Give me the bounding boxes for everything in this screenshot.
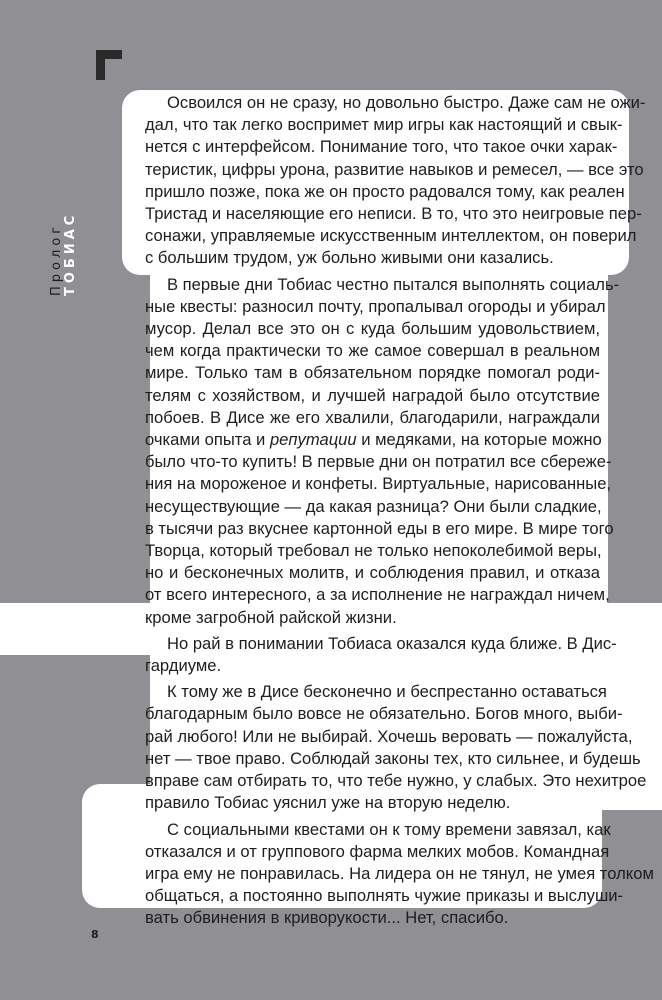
paragraph	[145, 633, 617, 677]
text-line: сонажи, управляемые искусственным интеллектом, он поверил	[145, 226, 637, 246]
page-number: 8	[91, 928, 99, 941]
text-line: Тристад и населяющие его неписи. В то, что это неигровые пер-	[145, 204, 642, 224]
chapter-label-name: ТОБИАС	[63, 211, 78, 296]
text-line: было что-то купить! В первые дни он потратил все сбереже-	[145, 452, 612, 472]
text-line: отказался и от группового фарма мелких мобов. Командная	[145, 841, 610, 861]
chapter-label-prologue: Пролог	[49, 222, 64, 296]
text-line: с большим трудом, уж больно живыми они казались.	[145, 248, 554, 268]
text-line: мире. Только там в обязательном порядке помогал роди-	[145, 363, 600, 383]
text-line: пришло позже, пока же он просто радовался тому, как реален	[145, 181, 625, 201]
paragraph	[145, 274, 620, 629]
text-line: правило Тобиас уяснил уже на вторую неделю.	[145, 793, 511, 813]
paragraph	[145, 92, 646, 270]
paragraph	[145, 681, 647, 814]
body-text	[145, 92, 654, 930]
text-line: Но рай в понимании Тобиаса оказался куда ближе. В Дис-	[167, 633, 617, 653]
text-line: дал, что так легко воспримет мир игры как настоящий и свык-	[145, 115, 623, 135]
text-line: нет — твое право. Соблюдай законы тех, кто сильнее, и будешь	[145, 748, 641, 768]
text-line: Освоился он не сразу, но довольно быстро. Даже сам не ожи-	[167, 93, 646, 112]
text-line: Творца, который требовал не только непоколебимой веры,	[145, 541, 602, 561]
text-line: побоев. В Дисе же его хвалили, благодарили, награждали	[145, 407, 600, 427]
text-line: вать обвинения в криворукости... Нет, спасибо.	[145, 908, 509, 928]
text-line: вправе сам отбирать то, что тебе нужно, у слабых. Это нехитрое	[145, 771, 647, 791]
text-line: В первые дни Тобиас честно пытался выполнять социаль-	[167, 274, 620, 294]
paragraph	[145, 819, 654, 930]
text-line: несуществующие — да какая разница? Они были сладкие,	[145, 496, 602, 516]
text-line: теристик, цифры урона, развитие навыков и ремесел, — все это	[145, 159, 644, 179]
text-line: мусор. Делал все это он с куда большим удовольствием,	[145, 319, 600, 339]
text-line: рай любого! Или не выбирай. Хочешь веровать — пожалуйста,	[145, 726, 633, 746]
text-line: но и бесконечных молитв, и соблюдения правил, и отказа	[145, 563, 600, 583]
text-line: общаться, а постоянно выполнять чужие приказы и выслуши-	[145, 886, 624, 906]
corner-mark-icon	[96, 50, 122, 80]
text-line: кроме загробной райской жизни.	[145, 607, 397, 627]
text-line: чем когда практически то же самое совершал в реальном	[145, 341, 600, 361]
italic-word: репутации	[269, 430, 357, 450]
text-line: С социальными квестами он к тому времени завязал, как	[167, 819, 611, 839]
text-line: гардиуме.	[145, 656, 222, 676]
text-line: ния на мороженое и конфеты. Виртуальные, нарисованные,	[145, 474, 612, 494]
chapter-side-label	[50, 176, 80, 296]
text-line: от всего интересного, а за исполнение не награждал ничем,	[145, 585, 610, 605]
text-line: игра ему не понравилась. На лидера он не тянул, не умея толком	[145, 863, 654, 883]
text-line-italic: очками опыта и репутации и медяками, на которые можно	[145, 430, 602, 450]
text-line: ные квесты: разносил почту, пропалывал огороды и убирал	[145, 296, 606, 316]
text-line: благодарным было вовсе не обязательно. Богов много, выби-	[145, 704, 623, 724]
text-line: телям с хозяйством, и лучшей наградой было отсутствие	[145, 385, 600, 405]
text-line: нется с интерфейсом. Понимание того, что такое очки харак-	[145, 137, 618, 157]
text-line: К тому же в Дисе бесконечно и беспрестанно оставаться	[167, 682, 607, 702]
text-line: в тысячи раз вкуснее картонной еды в его мире. В мире того	[145, 518, 614, 538]
